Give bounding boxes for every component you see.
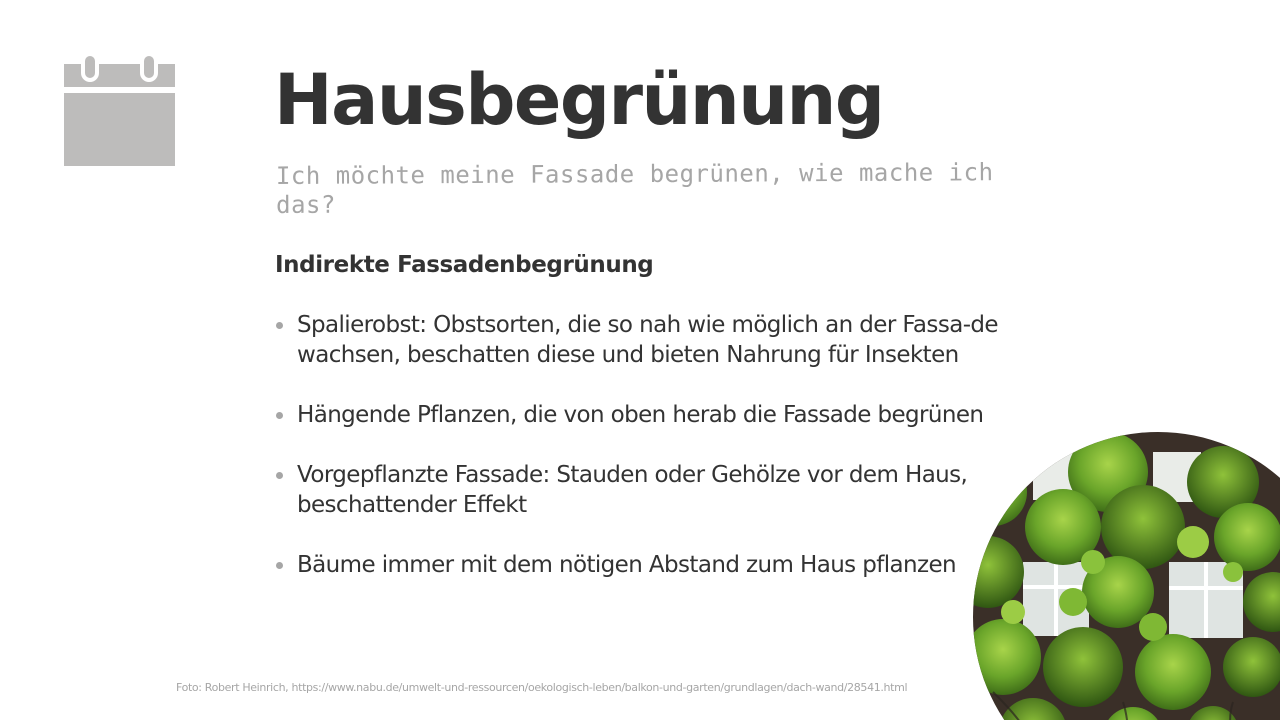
bullet-text: Vorgepflanzte Fassade: Stauden oder Gehölze vor dem Haus, beschattender Effekt xyxy=(297,462,968,518)
bullet-item xyxy=(275,550,1005,580)
bullet-dot-icon xyxy=(276,412,283,419)
bullet-item xyxy=(275,400,1005,430)
bullet-text: Spalierobst: Obstsorten, die so nah wie möglich an der Fassa-de wachsen, beschatten diese und bieten Nahrung für Insekten xyxy=(297,312,998,368)
bullet-text: Hängende Pflanzen, die von oben herab die Fassade begrünen xyxy=(297,402,984,428)
subtitle: Ich möchte meine Fassade begrünen, wie mache ich das? xyxy=(275,158,994,219)
ivy-facade-photo xyxy=(973,432,1280,720)
page-title: Hausbegrünung xyxy=(274,59,884,141)
bullet-dot-icon xyxy=(276,562,283,569)
calendar-icon xyxy=(64,54,175,166)
bullet-dot-icon xyxy=(276,322,283,329)
bullet-list xyxy=(275,310,1005,610)
photo-credit: Foto: Robert Heinrich, https://www.nabu.de/umwelt-und-ressourcen/oekologisch-leben/balkon-und-garten/grundlagen/dach-wand/28541.html xyxy=(176,681,908,694)
bullet-dot-icon xyxy=(276,472,283,479)
bullet-text: Bäume immer mit dem nötigen Abstand zum Haus pflanzen xyxy=(297,552,957,578)
section-heading: Indirekte Fassadenbegrünung xyxy=(275,252,654,278)
bullet-item xyxy=(275,310,1005,370)
bullet-item xyxy=(275,460,1005,520)
